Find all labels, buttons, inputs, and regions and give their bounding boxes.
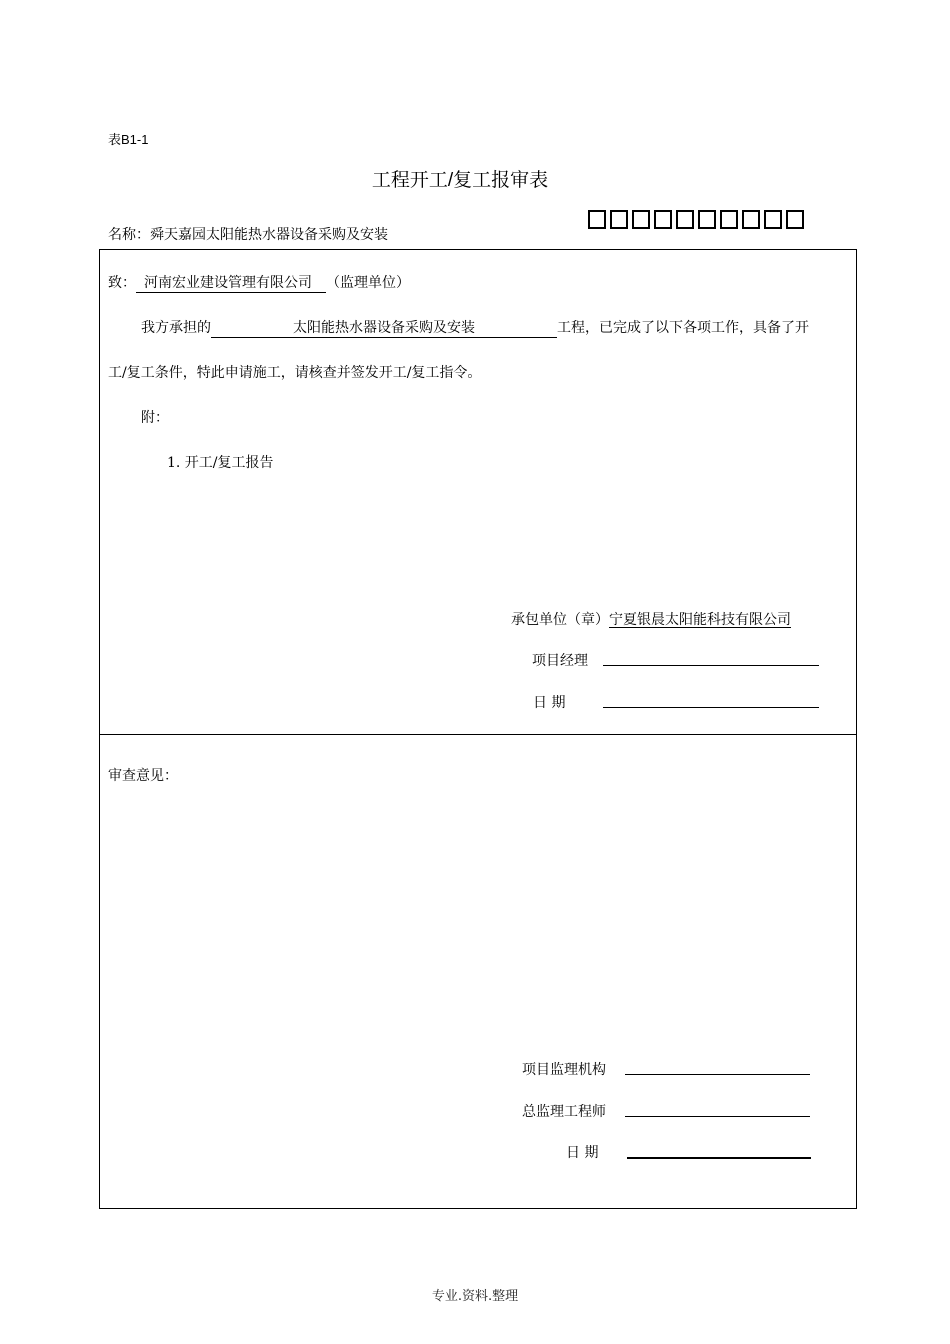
code-box[interactable] — [610, 210, 628, 229]
form-frame — [99, 249, 857, 1209]
attachment-item: 1. 开工/复工报告 — [167, 455, 274, 471]
project-name: 舜天嘉园太阳能热水器设备采购及安装 — [150, 227, 388, 243]
supervisor-suffix: （监理单位） — [326, 275, 410, 291]
review-label: 审查意见： — [108, 768, 178, 784]
supervisor-name[interactable]: 河南宏业建设管理有限公司 — [136, 272, 326, 293]
agency-label: 项目监理机构 — [522, 1062, 606, 1078]
code-box[interactable] — [720, 210, 738, 229]
page-title: 工程开工/复工报审表 — [371, 170, 549, 191]
name-label: 名称： — [108, 227, 150, 243]
contractor-line — [511, 609, 791, 629]
project-field[interactable]: 太阳能热水器设备采购及安装 — [211, 317, 557, 338]
to-label: 致： — [108, 275, 136, 291]
review-date-line[interactable] — [627, 1157, 811, 1159]
contractor-name[interactable]: 宁夏银晨太阳能科技有限公司 — [609, 612, 791, 628]
code-box[interactable] — [742, 210, 760, 229]
application-date-label: 日 期 — [533, 695, 566, 711]
section-divider — [99, 734, 857, 735]
manager-signature-line[interactable] — [603, 665, 819, 666]
footer-note: 专业.资料.整理 — [431, 1289, 519, 1304]
code-box[interactable] — [654, 210, 672, 229]
form-code: 表B1-1 — [108, 132, 149, 147]
contractor-label: 承包单位（章） — [511, 612, 609, 628]
review-opinion-area[interactable] — [108, 790, 848, 1030]
engineer-signature-line[interactable] — [625, 1116, 810, 1117]
project-name-line — [108, 224, 388, 244]
application-paragraph-line1 — [141, 317, 809, 338]
code-box[interactable] — [764, 210, 782, 229]
code-box[interactable] — [698, 210, 716, 229]
code-box[interactable] — [786, 210, 804, 229]
manager-label: 项目经理 — [532, 653, 588, 669]
addressee-line — [108, 272, 410, 293]
code-box[interactable] — [588, 210, 606, 229]
code-box[interactable] — [632, 210, 650, 229]
review-date-label: 日 期 — [566, 1145, 599, 1161]
attachment-label: 附： — [141, 410, 169, 426]
code-boxes — [588, 210, 804, 229]
application-date-line[interactable] — [603, 707, 819, 708]
agency-signature-line[interactable] — [625, 1074, 810, 1075]
engineer-label: 总监理工程师 — [522, 1104, 606, 1120]
application-paragraph-line2: 工/复工条件，特此申请施工，请核查并签发开工/复工指令。 — [108, 365, 482, 381]
para-prefix: 我方承担的 — [141, 320, 211, 336]
para-mid: 工程，已完成了以下各项工作，具备了开 — [557, 320, 809, 336]
code-box[interactable] — [676, 210, 694, 229]
